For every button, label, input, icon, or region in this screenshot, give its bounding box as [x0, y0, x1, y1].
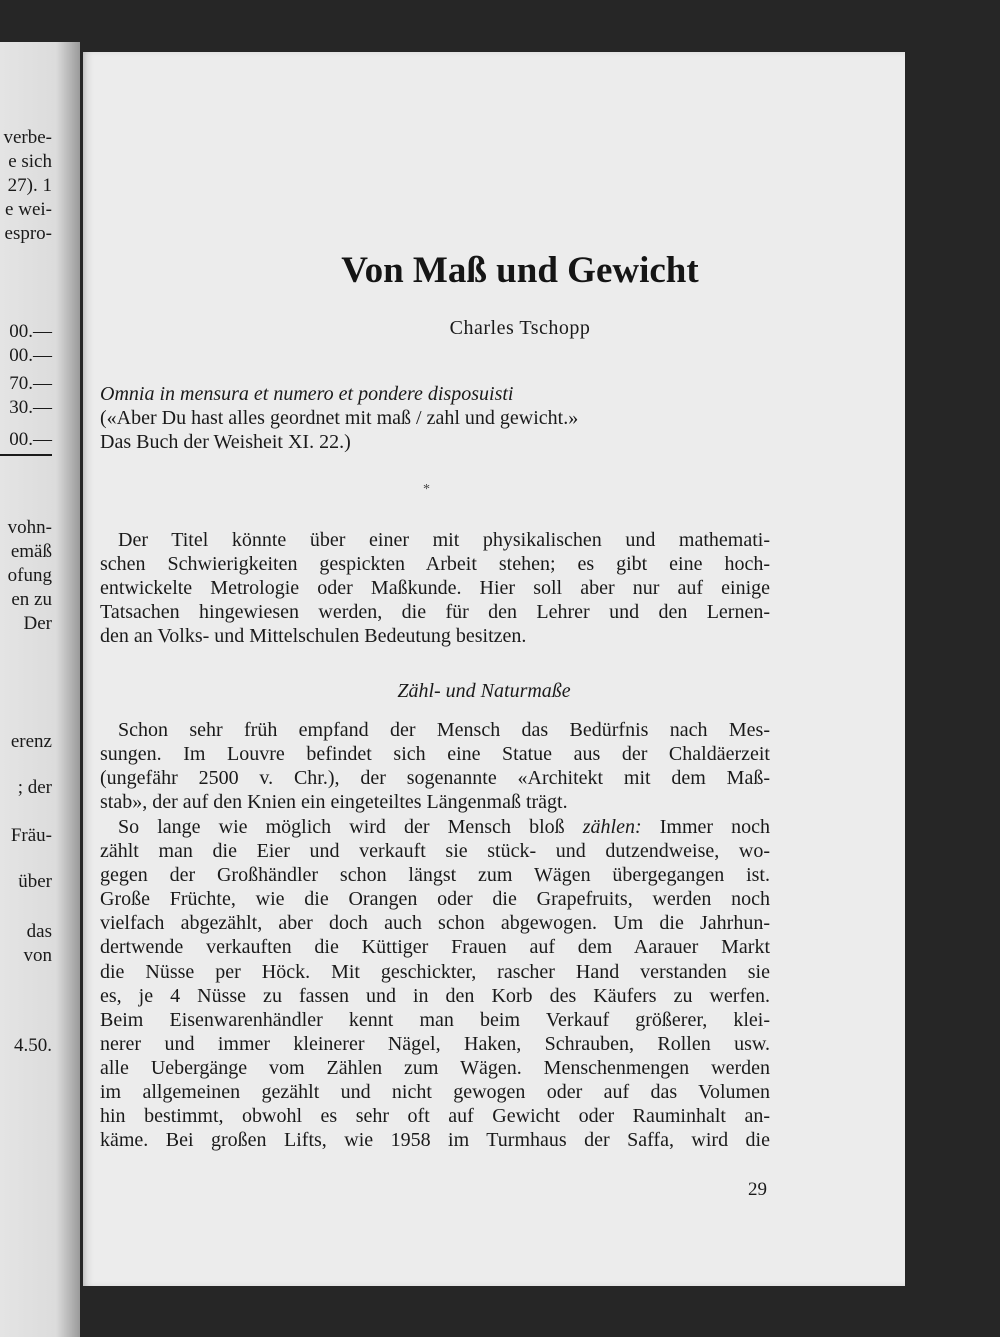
left-fragment: vohn-	[7, 517, 52, 538]
article-author: Charles Tschopp	[449, 317, 591, 339]
text-line: dertwende verkauften die Küttiger Frauen auf dem Aarauer Markt	[100, 936, 770, 959]
left-fragment: von	[23, 945, 52, 966]
left-fragment: 4.50.	[14, 1035, 52, 1056]
left-fragment: ; der	[17, 777, 52, 798]
text-line: gegen der Großhändler schon längst zum Wägen übergegangen ist.	[100, 864, 770, 887]
text-line: Tatsachen hingewiesen werden, die für den Lehrer und den Lernen-	[100, 601, 770, 624]
text-line: im allgemeinen gezählt und nicht gewogen oder auf das Volumen	[100, 1081, 770, 1104]
article-title: Von Maß und Gewicht	[341, 250, 699, 291]
left-fragment: erenz	[10, 731, 52, 752]
emphasis: zählen:	[582, 816, 642, 838]
epigraph-translation: («Aber Du hast alles geordnet mit maß / zahl und gewicht.»	[100, 407, 579, 429]
epigraph-latin: Omnia in mensura et numero et pondere disposuisti	[100, 383, 514, 405]
left-fragment: 70.—	[9, 373, 52, 394]
text-line: vielfach abgezählt, aber doch auch schon abgewogen. Um die Jahrhun-	[100, 912, 770, 935]
text-line: sungen. Im Louvre befindet sich eine Statue aus der Chaldäerzeit	[100, 743, 770, 766]
left-fragment: e wei-	[5, 199, 52, 220]
text-line: entwickelte Metrologie oder Maßkunde. Hier soll aber nur auf einige	[100, 577, 770, 600]
section-separator: *	[423, 482, 430, 497]
paragraph	[100, 815, 770, 1152]
left-fragment: 30.—	[9, 397, 52, 418]
text-line: Schon sehr früh empfand der Mensch das Bedürfnis nach Mes-	[118, 719, 770, 741]
left-fragment: 00.—	[9, 345, 52, 366]
left-fragment: en zu	[11, 589, 52, 610]
left-underline	[0, 454, 52, 456]
page-number: 29	[748, 1179, 767, 1200]
epigraph-source: Das Buch der Weisheit XI. 22.)	[100, 431, 351, 453]
text-line: Der Titel könnte über einer mit physikalischen und mathemati-	[118, 529, 770, 551]
left-fragment: 27). 1	[7, 175, 52, 196]
left-fragment: verbe-	[3, 127, 52, 148]
left-fragment: 00.—	[9, 321, 52, 342]
text-line: die Nüsse per Höck. Mit geschickter, rascher Hand verstanden sie	[100, 960, 770, 983]
section-heading: Zähl- und Naturmaße	[397, 680, 571, 702]
text-line: schen Schwierigkeiten gespickten Arbeit stehen; es gibt eine hoch-	[100, 553, 770, 576]
left-fragment: Fräu-	[10, 825, 52, 846]
text-run: So lange wie möglich wird der Mensch bloß	[118, 816, 583, 838]
paragraph-intro	[100, 528, 770, 648]
epigraph	[100, 382, 800, 454]
text-run: Immer noch	[641, 816, 771, 838]
text-line	[100, 815, 770, 839]
left-fragment: das	[26, 921, 52, 942]
text-line: alle Uebergänge vom Zählen zum Wägen. Menschenmengen werden	[100, 1056, 770, 1079]
text-line: nerer und immer kleinerer Nägel, Haken, Schrauben, Rollen usw.	[100, 1032, 770, 1055]
left-fragment: über	[18, 871, 52, 892]
left-fragment: 00.—	[9, 429, 52, 450]
text-line: zählt man die Eier und verkauft sie stück- und dutzendweise, wo-	[100, 840, 770, 863]
paragraph	[100, 718, 770, 814]
text-line: (ungefähr 2500 v. Chr.), der sogenannte «Architekt mit dem Maß-	[100, 767, 770, 790]
left-fragment: emäß	[10, 541, 52, 562]
book-page	[83, 52, 905, 1286]
text-line: Große Früchte, wie die Orangen oder die Grapefruits, werden noch	[100, 888, 770, 911]
left-page-edge	[0, 42, 80, 1337]
text-line: den an Volks- und Mittelschulen Bedeutung besitzen.	[100, 625, 527, 648]
left-fragment: espro-	[4, 223, 52, 244]
text-line: käme. Bei großen Lifts, wie 1958 im Turmhaus der Saffa, wird die	[100, 1129, 770, 1152]
text-line: hin bestimmt, obwohl es sehr oft auf Gewicht oder Rauminhalt an-	[100, 1105, 770, 1128]
left-fragment: Der	[23, 613, 52, 634]
text-line: es, je 4 Nüsse zu fassen und in den Korb des Käufers zu werfen.	[100, 984, 770, 1007]
left-fragment: e sich	[8, 151, 52, 172]
text-line: stab», der auf den Knien ein eingeteiltes Längenmaß trägt.	[100, 791, 568, 814]
left-fragment: ofung	[7, 565, 52, 586]
text-line: Beim Eisenwarenhändler kennt man beim Verkauf größerer, klei-	[100, 1008, 770, 1031]
